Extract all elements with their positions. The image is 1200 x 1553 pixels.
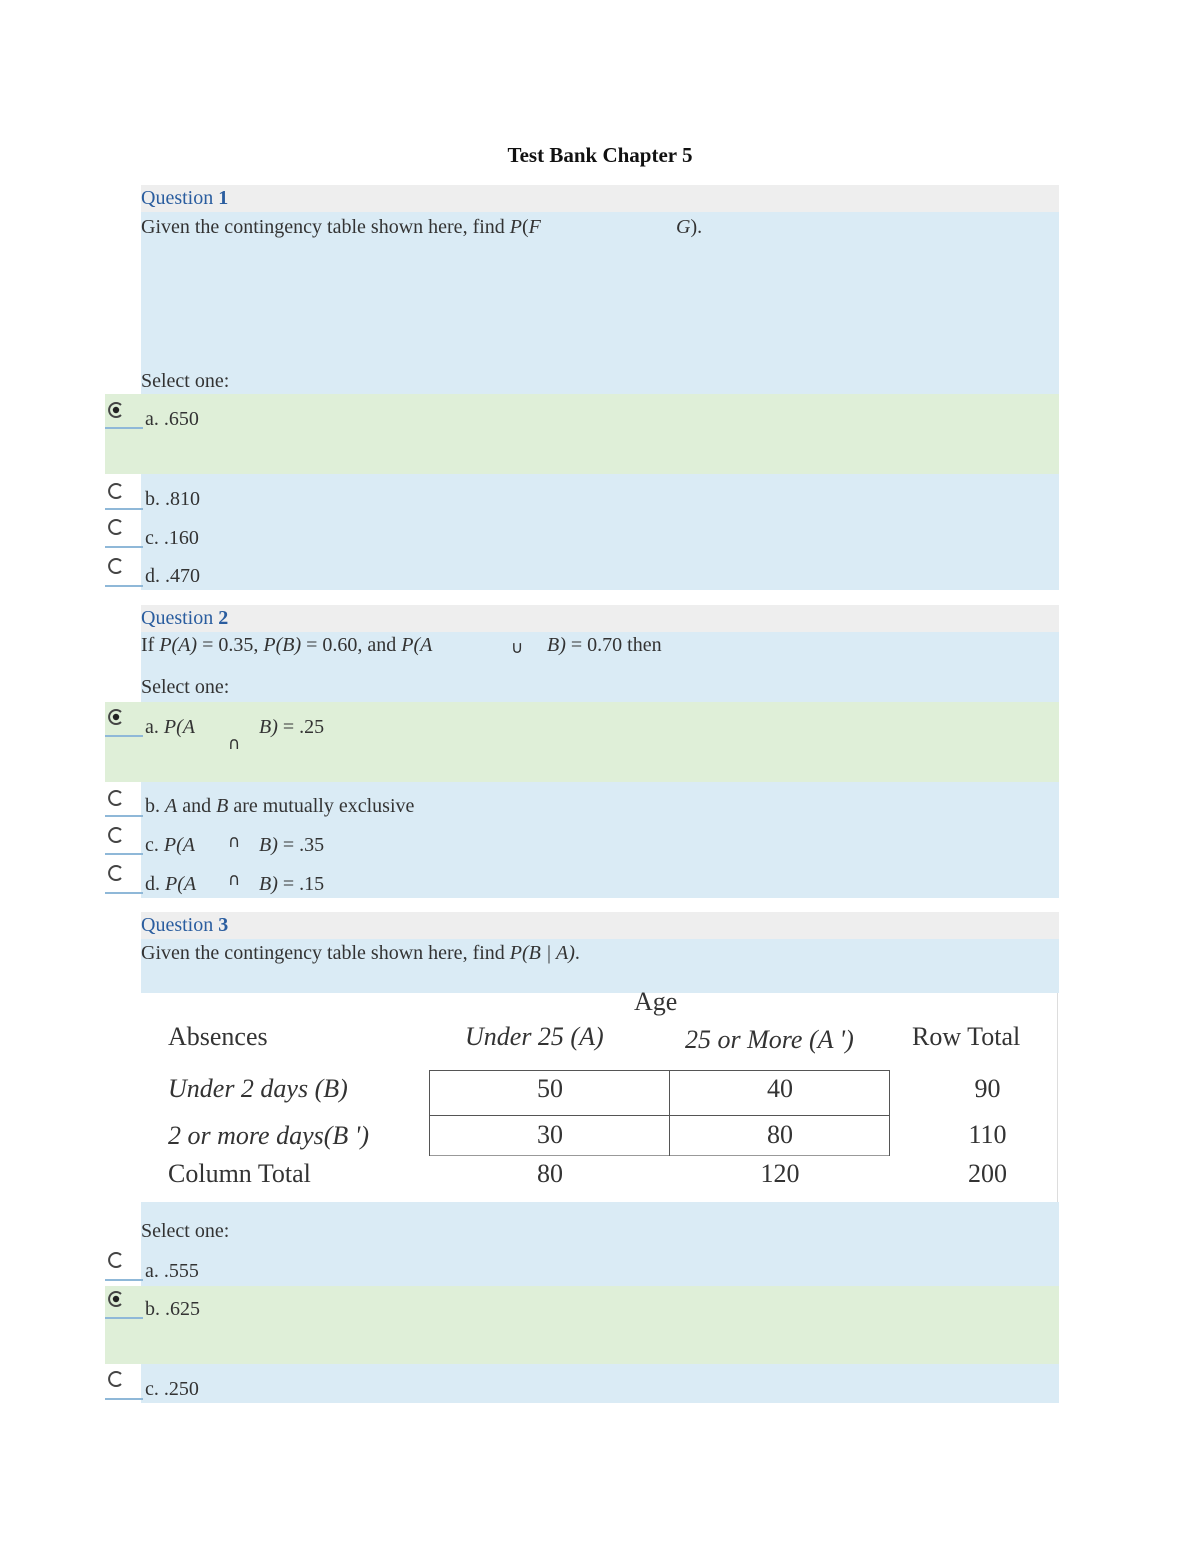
- question-1-body: [141, 212, 1059, 394]
- radio-underline: [105, 1279, 143, 1281]
- option-d[interactable]: d. .470: [145, 565, 200, 587]
- table-row-label: Column Total: [168, 1159, 311, 1188]
- select-one-label: Select one:: [141, 370, 230, 392]
- question-label: Question 1: [141, 187, 229, 209]
- table-col-header: Under 25 (A): [465, 1022, 604, 1051]
- option-d[interactable]: d. P(A: [145, 873, 197, 895]
- intersection-symbol: ∩: [228, 870, 241, 890]
- option-row-selected: [105, 702, 1059, 782]
- option-a[interactable]: a. .650: [145, 408, 199, 430]
- table-cell: 110: [968, 1120, 1007, 1149]
- question-label: Question 3: [141, 914, 229, 936]
- table-cell: 80: [767, 1120, 793, 1149]
- radio-underline: [105, 508, 143, 510]
- select-one-label: Select one:: [141, 1220, 230, 1242]
- question-3-header: [141, 912, 1059, 939]
- question-3-options-area: [141, 1202, 1059, 1286]
- radio-underline: [105, 427, 143, 429]
- radio-checked-icon[interactable]: [107, 1290, 125, 1308]
- select-one-label: Select one:: [141, 676, 230, 698]
- table-row-label: Under 2 days (B): [168, 1074, 348, 1103]
- option-c[interactable]: c. .250: [145, 1378, 199, 1400]
- table-cell: 120: [760, 1159, 800, 1188]
- table-cell: 80: [537, 1159, 563, 1188]
- question-1-text: Given the contingency table shown here, find P(F: [141, 216, 541, 238]
- question-3-text: Given the contingency table shown here, find P(B | A).: [141, 942, 580, 964]
- radio-underline: [105, 546, 143, 548]
- radio-unchecked-icon[interactable]: [107, 482, 125, 500]
- table-col-header: 25 or More (A '): [685, 1025, 854, 1054]
- radio-unchecked-icon[interactable]: [107, 864, 125, 882]
- radio-underline: [105, 815, 143, 817]
- table-row-header: Absences: [168, 1022, 268, 1051]
- radio-checked-icon[interactable]: [107, 401, 125, 419]
- radio-checked-icon[interactable]: [107, 708, 125, 726]
- table-border: [429, 1155, 890, 1156]
- document-title: Test Bank Chapter 5: [507, 143, 693, 167]
- question-2-header: [141, 605, 1059, 632]
- intersection-symbol: ∩: [228, 832, 241, 852]
- option-a-rest: B) = .25: [259, 716, 325, 738]
- question-2-text-end: B) = 0.70 then: [547, 634, 662, 656]
- radio-unchecked-icon[interactable]: [107, 1251, 125, 1269]
- table-col-header: Row Total: [912, 1022, 1021, 1051]
- radio-unchecked-icon[interactable]: [107, 518, 125, 536]
- question-1-text-end: G).: [676, 216, 703, 238]
- union-symbol: ∪: [511, 638, 524, 658]
- table-super-header: Age: [634, 987, 678, 1016]
- radio-unchecked-icon[interactable]: [107, 789, 125, 807]
- radio-underline: [105, 585, 143, 587]
- radio-underline: [105, 1317, 143, 1319]
- table-cell: 40: [767, 1074, 793, 1103]
- option-b[interactable]: b. .625: [145, 1298, 200, 1320]
- question-2-text: If P(A) = 0.35, P(B) = 0.60, and P(A: [141, 634, 433, 656]
- radio-underline: [105, 853, 143, 855]
- radio-unchecked-icon[interactable]: [107, 826, 125, 844]
- option-row-selected: [105, 394, 1059, 474]
- question-label: Question 2: [141, 607, 229, 629]
- table-cell: 30: [537, 1120, 563, 1149]
- table-cell: 90: [974, 1074, 1001, 1103]
- table-cell: 200: [968, 1159, 1007, 1188]
- table-border: [429, 1070, 890, 1071]
- table-row-label: 2 or more days(B '): [168, 1121, 370, 1150]
- option-c-rest: B) = .35: [259, 834, 325, 856]
- table-border: [429, 1115, 890, 1116]
- option-c[interactable]: c. .160: [145, 527, 199, 549]
- radio-underline: [105, 1398, 143, 1400]
- option-a[interactable]: a. .555: [145, 1260, 199, 1282]
- option-b[interactable]: b. A and B are mutually exclusive: [145, 795, 415, 817]
- option-row-selected: [105, 1286, 1059, 1364]
- option-a[interactable]: a. P(A: [145, 716, 195, 738]
- radio-underline: [105, 735, 143, 737]
- options-area: [141, 1364, 1059, 1403]
- option-c[interactable]: c. P(A: [145, 834, 195, 856]
- option-d-rest: B) = .15: [259, 873, 325, 895]
- radio-unchecked-icon[interactable]: [107, 557, 125, 575]
- option-b[interactable]: b. .810: [145, 488, 200, 510]
- question-1-header: [141, 185, 1059, 212]
- table-cell: 50: [537, 1074, 563, 1103]
- options-area: [141, 474, 1059, 590]
- radio-underline: [105, 892, 143, 894]
- intersection-symbol: ∩: [228, 734, 241, 754]
- radio-unchecked-icon[interactable]: [107, 1370, 125, 1388]
